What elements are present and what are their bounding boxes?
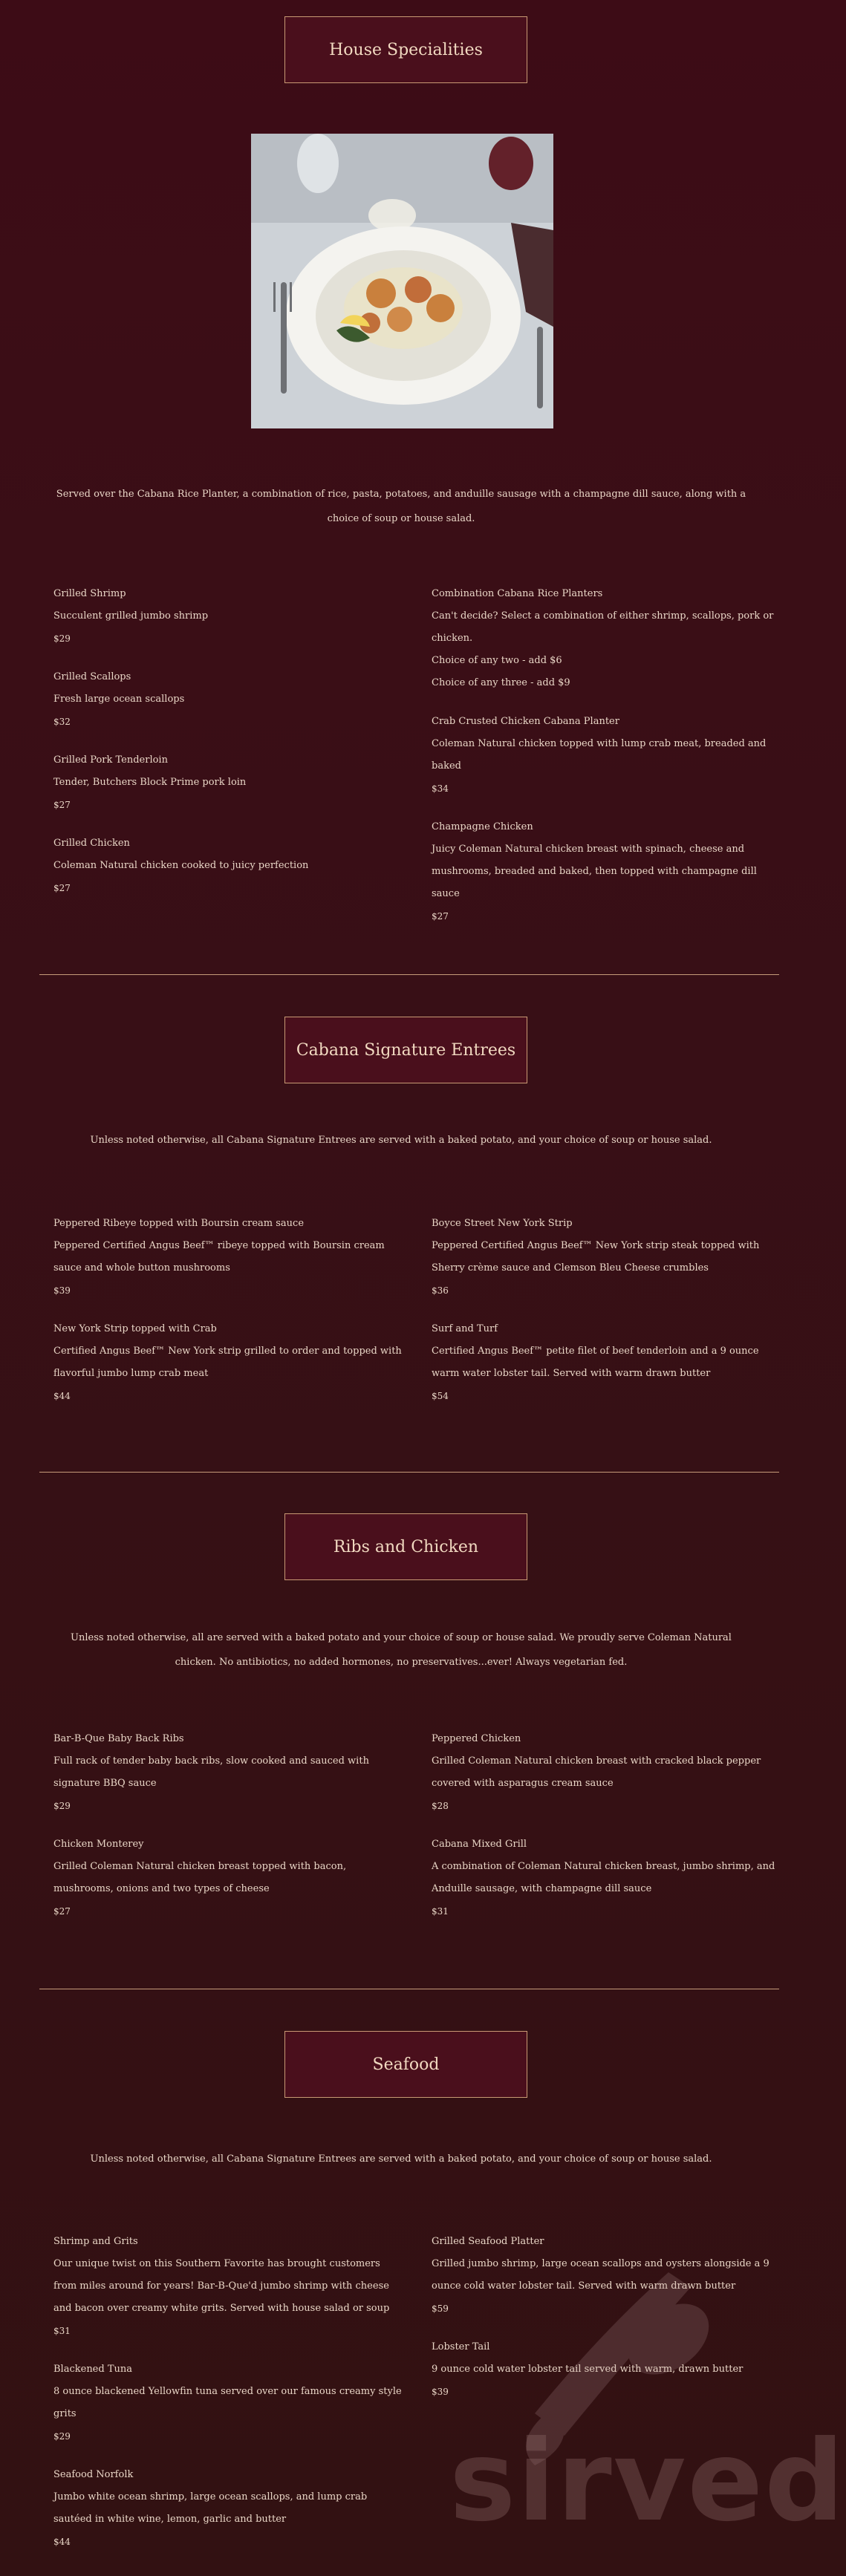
item-price: $32	[53, 717, 71, 727]
item-name: Grilled Seafood Platter	[432, 2236, 544, 2247]
menu-column-left	[53, 2231, 403, 2569]
dish-illustration	[251, 134, 553, 428]
item-description: Can't decide? Select a combination of either shrimp, scallops, pork or chicken.	[432, 610, 774, 644]
section-title-seafood: Seafood	[284, 2031, 527, 2098]
item-price: $27	[432, 911, 449, 922]
item-price: $59	[432, 2303, 449, 2314]
item-description: Grilled Coleman Natural chicken breast with cracked black pepper covered with asparagus cream sauce	[432, 1755, 761, 1789]
item-name: Cabana Mixed Grill	[432, 1839, 527, 1850]
item-name: Shrimp and Grits	[53, 2236, 138, 2247]
item-name: Peppered Ribeye topped with Boursin cream sauce	[53, 1218, 305, 1229]
menu-column-right	[432, 583, 781, 944]
menu-column-right	[432, 2231, 781, 2419]
item-name: Crab Crusted Chicken Cabana Planter	[432, 716, 619, 727]
menu-item	[53, 2464, 403, 2553]
item-description: Peppered Certified Angus Beef™ ribeye topped with Boursin cream sauce and whole button mushrooms	[53, 1240, 385, 1274]
item-price: $39	[53, 1285, 71, 1296]
item-name: Seafood Norfolk	[53, 2469, 134, 2480]
menu-item	[53, 749, 403, 816]
item-description: Our unique twist on this Southern Favorite has brought customers from miles around for years! Bar-B-Que'd jumbo shrimp with cheese and bacon over creamy white grits. Served with house salad or soup	[53, 2258, 390, 2314]
item-name: Combination Cabana Rice Planters	[432, 588, 603, 599]
item-description: Full rack of tender baby back ribs, slow cooked and sauced with signature BBQ sauce	[53, 1755, 369, 1789]
section-intro: Unless noted otherwise, all Cabana Signature Entrees are served with a baked potato, and your choice of soup or house salad.	[90, 2153, 712, 2165]
item-description: Certified Angus Beef™ New York strip grilled to order and topped with flavorful jumbo lump crab meat	[53, 1346, 402, 1379]
menu-item	[53, 1213, 403, 1302]
item-description: Jumbo white ocean shrimp, large ocean scallops, and lump crab sautéed in white wine, lemon, garlic and butter	[53, 2491, 368, 2525]
menu-column-right	[432, 1728, 781, 1939]
item-price: $27	[53, 800, 71, 810]
item-description: Succulent grilled jumbo shrimp	[53, 610, 209, 622]
menu-item	[432, 583, 781, 694]
menu-column-left	[53, 1213, 403, 1424]
item-description: Coleman Natural chicken cooked to juicy perfection	[53, 860, 309, 871]
item-name: Surf and Turf	[432, 1323, 498, 1334]
item-price: $54	[432, 1391, 449, 1401]
item-name: Champagne Chicken	[432, 821, 533, 832]
section-title-house-specialities: House Specialities	[284, 16, 527, 83]
item-price: $27	[53, 883, 71, 893]
menu-item	[53, 2231, 403, 2342]
item-name: Grilled Shrimp	[53, 588, 126, 599]
item-name: Boyce Street New York Strip	[432, 1218, 573, 1229]
watermark-logo: sirved	[449, 2417, 846, 2546]
item-name: New York Strip topped with Crab	[53, 1323, 217, 1334]
section-intro: Unless noted otherwise, all are served with a baked potato and your choice of soup or house salad. We proudly serve Coleman Natural chicken. No antibiotics, no added hormones, no preservatives...ever! Always vegetarian fed.	[71, 1632, 732, 1668]
item-description: Grilled Coleman Natural chicken breast topped with bacon, mushrooms, onions and two types of cheese	[53, 1861, 347, 1894]
menu-item	[432, 1728, 781, 1817]
menu-item	[53, 832, 403, 899]
item-name: Peppered Chicken	[432, 1733, 521, 1744]
item-price: $29	[53, 2431, 71, 2442]
item-description: Grilled jumbo shrimp, large ocean scallops and oysters alongside a 9 ounce cold water lobster tail. Served with warm drawn butter	[432, 2258, 769, 2292]
item-price: $27	[53, 1906, 71, 1917]
item-name: Grilled Scallops	[53, 671, 131, 682]
item-description: Juicy Coleman Natural chicken breast with spinach, cheese and mushrooms, breaded and baked, then topped with champagne dill sauce	[432, 844, 757, 899]
item-description: Tender, Butchers Block Prime pork loin	[53, 777, 247, 788]
section-title-ribs-and-chicken: Ribs and Chicken	[284, 1513, 527, 1580]
menu-item	[432, 2336, 781, 2403]
item-name: Blackened Tuna	[53, 2364, 132, 2375]
item-description: 9 ounce cold water lobster tail served with warm, drawn butter	[432, 2364, 743, 2375]
item-option: Choice of any two - add $6	[432, 655, 562, 666]
item-price: $39	[432, 2387, 449, 2397]
item-price: $36	[432, 1285, 449, 1296]
menu-item	[432, 1318, 781, 1407]
item-option: Choice of any three - add $9	[432, 677, 570, 688]
menu-item	[53, 1833, 403, 1923]
item-description: Coleman Natural chicken topped with lump crab meat, breaded and baked	[432, 738, 767, 772]
item-name: Grilled Pork Tenderloin	[53, 754, 168, 766]
menu-column-right	[432, 1213, 781, 1424]
item-description: Fresh large ocean scallops	[53, 694, 185, 705]
item-name: Bar-B-Que Baby Back Ribs	[53, 1733, 184, 1744]
item-name: Grilled Chicken	[53, 838, 130, 849]
menu-column-left	[53, 1728, 403, 1939]
menu-item	[53, 1728, 403, 1817]
section-divider	[39, 974, 779, 975]
item-description: Peppered Certified Angus Beef™ New York strip steak topped with Sherry crème sauce and Clemson Bleu Cheese crumbles	[432, 1240, 760, 1274]
menu-column-left	[53, 583, 403, 916]
item-price: $31	[53, 2326, 71, 2336]
menu-item	[432, 2231, 781, 2320]
item-name: Lobster Tail	[432, 2341, 490, 2352]
menu-item	[432, 1213, 781, 1302]
menu-item	[53, 583, 403, 650]
item-price: $31	[432, 1906, 449, 1917]
menu-item	[53, 2358, 403, 2448]
item-description: A combination of Coleman Natural chicken breast, jumbo shrimp, and Anduille sausage, with champagne dill sauce	[432, 1861, 775, 1894]
menu-item	[53, 1318, 403, 1407]
item-price: $29	[53, 1801, 71, 1811]
item-price: $44	[53, 1391, 71, 1401]
item-price: $29	[53, 633, 71, 644]
item-price: $34	[432, 783, 449, 794]
item-price: $44	[53, 2537, 71, 2547]
menu-item	[432, 816, 781, 927]
section-intro: Unless noted otherwise, all Cabana Signature Entrees are served with a baked potato, and your choice of soup or house salad.	[90, 1135, 712, 1146]
item-description: Certified Angus Beef™ petite filet of beef tenderloin and a 9 ounce warm water lobster tail. Served with warm drawn butter	[432, 1346, 759, 1379]
menu-item	[53, 666, 403, 733]
plated-dish-photo	[251, 134, 553, 428]
item-description: 8 ounce blackened Yellowfin tuna served over our famous creamy style grits	[53, 2386, 402, 2419]
menu-item	[432, 711, 781, 800]
menu-item	[432, 1833, 781, 1923]
section-title-signature-entrees: Cabana Signature Entrees	[284, 1017, 527, 1083]
item-price: $28	[432, 1801, 449, 1811]
item-name: Chicken Monterey	[53, 1839, 144, 1850]
section-intro: Served over the Cabana Rice Planter, a combination of rice, pasta, potatoes, and anduille sausage with a champagne dill sauce, along with a choice of soup or house salad.	[56, 489, 746, 524]
section-divider	[39, 1472, 779, 1473]
